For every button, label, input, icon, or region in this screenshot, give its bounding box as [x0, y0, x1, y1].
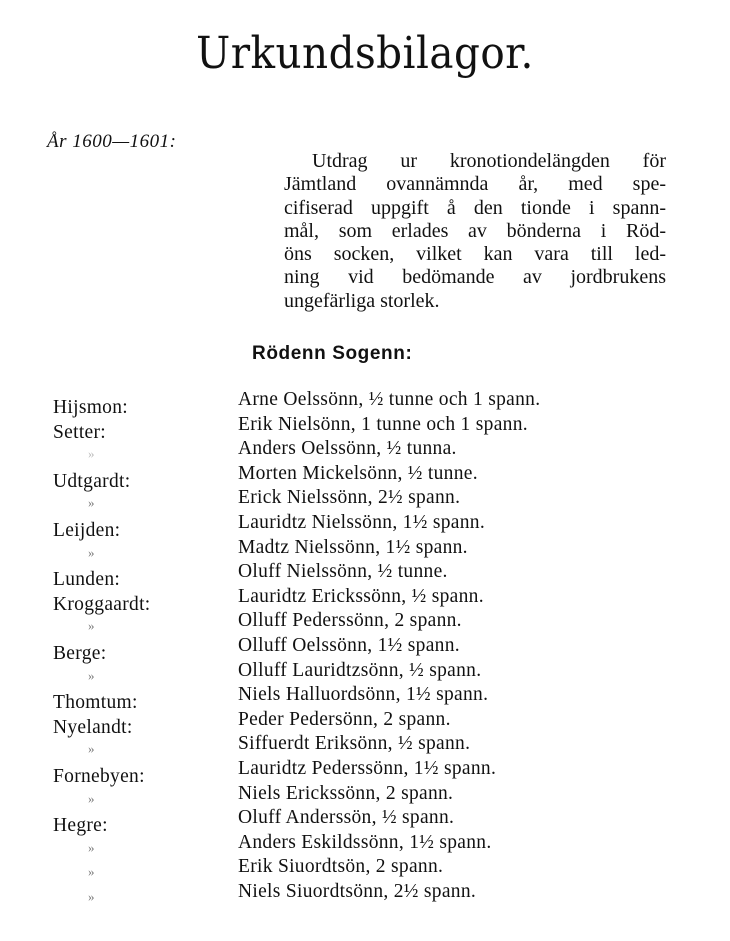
list-row — [0, 881, 730, 906]
ditto-mark: » — [88, 888, 95, 904]
tithe-entry: Oluff Anderssön, ½ spann. — [238, 807, 455, 829]
list-row — [0, 487, 730, 512]
tithe-entry: Olluff Pederssönn, 2 spann. — [238, 610, 462, 632]
place-name: Hegre: — [53, 815, 108, 837]
list-row — [0, 708, 730, 738]
ditto-mark: » — [88, 544, 95, 560]
list-row — [0, 684, 730, 714]
place-name: Lunden: — [53, 569, 121, 591]
tithe-entry: Erick Nielssönn, 2½ spann. — [238, 487, 461, 509]
place-name: Leijden: — [53, 519, 121, 541]
list-row — [0, 733, 730, 758]
tithe-entry: Niels Siuordtsönn, 2½ spann. — [238, 880, 477, 902]
list-row — [0, 856, 730, 881]
list-row — [0, 757, 730, 787]
ditto-mark: » — [88, 667, 95, 683]
list-row — [0, 585, 730, 615]
intro-paragraph — [284, 150, 666, 313]
list-row — [0, 389, 730, 418]
tithe-entry: Erik Siuordtsön, 2 spann. — [238, 856, 444, 878]
intro-line: ning vid bedömande av jordbrukens — [284, 266, 666, 289]
tithe-entry: Lauridtz Pederssönn, 1½ spann. — [238, 757, 497, 779]
list-row — [0, 462, 730, 492]
tithe-entry: Anders Eskildssönn, 1½ spann. — [238, 831, 492, 853]
tithe-entry: Niels Halluordsönn, 1½ spann. — [238, 684, 489, 706]
intro-line: mål, som erlades av bönderna i Röd- — [284, 219, 666, 242]
place-name: Hijsmon: — [53, 397, 128, 418]
tithe-entry: Anders Oelssönn, ½ tunna. — [238, 438, 457, 460]
intro-line: Utdrag ur kronotiondelängden för — [312, 150, 666, 172]
list-row — [0, 537, 730, 562]
tithe-entry: Madtz Nielssönn, 1½ spann. — [238, 536, 468, 558]
tithe-entry: Olluff Oelssönn, 1½ spann. — [238, 634, 460, 656]
place-name: Setter: — [53, 421, 107, 443]
tithe-entry: Oluff Nielssönn, ½ tunne. — [238, 561, 448, 583]
place-name: Udtgardt: — [53, 470, 131, 492]
tithe-entry: Peder Pedersönn, 2 spann. — [238, 708, 451, 730]
place-name: Thomtum: — [53, 692, 138, 714]
ditto-mark: » — [88, 495, 95, 511]
list-row — [0, 634, 730, 664]
year-label: År 1600—1601: — [47, 131, 177, 152]
list-row — [0, 807, 730, 837]
intro-line: Jämtland ovannämnda år, med spe- — [284, 173, 666, 196]
ditto-mark: » — [88, 864, 95, 880]
page-title: Urkundsbilagor. — [196, 28, 534, 79]
tithe-entry: Siffuerdt Eriksönn, ½ spann. — [238, 733, 471, 755]
intro-line: öns socken, vilket kan vara till led- — [284, 243, 666, 266]
ditto-mark: » — [88, 446, 95, 462]
section-heading: Rödenn Sogenn: — [252, 343, 413, 364]
ditto-mark: » — [88, 839, 95, 855]
tithe-entry: Lauridtz Erickssönn, ½ spann. — [238, 585, 484, 607]
list-row — [0, 610, 730, 635]
list-row — [0, 438, 730, 463]
list-row — [0, 660, 730, 685]
place-name: Nyelandt: — [53, 716, 133, 738]
tithe-entry: Olluff Lauridtzsönn, ½ spann. — [238, 659, 482, 681]
ditto-mark: » — [88, 741, 95, 757]
list-row — [0, 832, 730, 857]
list-row — [0, 413, 730, 443]
ditto-mark: » — [88, 790, 95, 806]
list-row — [0, 561, 730, 591]
tithe-entry: Niels Erickssönn, 2 spann. — [238, 782, 454, 804]
ditto-mark: » — [88, 618, 95, 634]
list-row — [0, 511, 730, 541]
tithe-entry: Morten Mickelsönn, ½ tunne. — [238, 462, 478, 484]
intro-line: cifiserad uppgift å den tionde i spann- — [284, 196, 666, 219]
tithe-list — [0, 389, 730, 905]
intro-line: ungefärliga storlek. — [284, 289, 440, 312]
tithe-entry: Arne Oelssönn, ½ tunne och 1 spann. — [238, 389, 541, 410]
tithe-entry: Erik Nielsönn, 1 tunne och 1 spann. — [238, 413, 528, 435]
place-name: Berge: — [53, 642, 107, 664]
list-row — [0, 783, 730, 808]
place-name: Fornebyen: — [53, 765, 145, 787]
place-name: Kroggaardt: — [53, 593, 151, 615]
tithe-entry: Lauridtz Nielssönn, 1½ spann. — [238, 511, 485, 533]
